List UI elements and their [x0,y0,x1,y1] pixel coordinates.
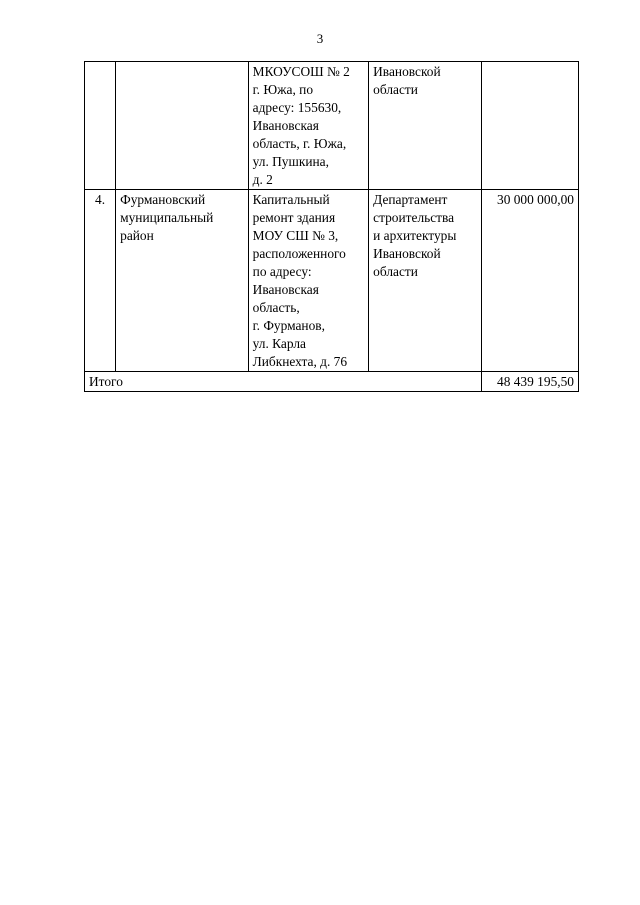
table-row [85,62,579,190]
page-number: 3 [316,31,324,46]
total-row [85,372,579,392]
department-line: строительства [373,210,455,225]
object-cell [248,190,368,372]
object-line: по адресу: [252,264,312,279]
department-line: Ивановской [373,64,441,79]
object-line: ремонт здания [252,210,336,225]
object-line: ул. Карла [252,336,306,351]
row-number-cell [85,62,116,190]
department-line: и архитектуры [373,228,457,243]
object-line: область, [252,300,300,315]
object-line: область, г. Южа, [252,136,347,151]
department-cell [369,62,481,190]
object-line: г. Южа, по [252,82,314,97]
funding-table [84,61,579,392]
object-line: Ивановская [252,282,319,297]
object-line: Либкнехта, д. 76 [252,354,348,369]
table-body [85,62,579,392]
table-row [85,190,579,372]
sum-cell: 30 000 000,00 [481,190,578,372]
department-line: Ивановской [373,246,441,261]
department-line: области [373,82,418,97]
district-cell [116,190,249,372]
object-line: д. 2 [252,172,273,187]
object-line: Капитальный [252,192,330,207]
object-line: г. Фурманов, [252,318,325,333]
department-cell [369,190,481,372]
object-line: адресу: 155630, [252,100,342,115]
district-line: Фурмановский [120,192,206,207]
department-line: Департамент [373,192,448,207]
object-line: Ивановская [252,118,319,133]
object-line: расположенного [252,246,346,261]
district-line: район [120,228,154,243]
total-label: Итого [85,372,482,392]
total-sum: 48 439 195,50 [481,372,578,392]
object-line: МОУ СШ № 3, [252,228,339,243]
sum-cell [481,62,578,190]
object-cell [248,62,368,190]
department-line: области [373,264,418,279]
district-cell [116,62,249,190]
district-line: муниципальный [120,210,214,225]
object-line: МКОУСОШ № 2 [252,64,350,79]
row-number-cell: 4. [85,190,116,372]
object-line: ул. Пушкина, [252,154,329,169]
